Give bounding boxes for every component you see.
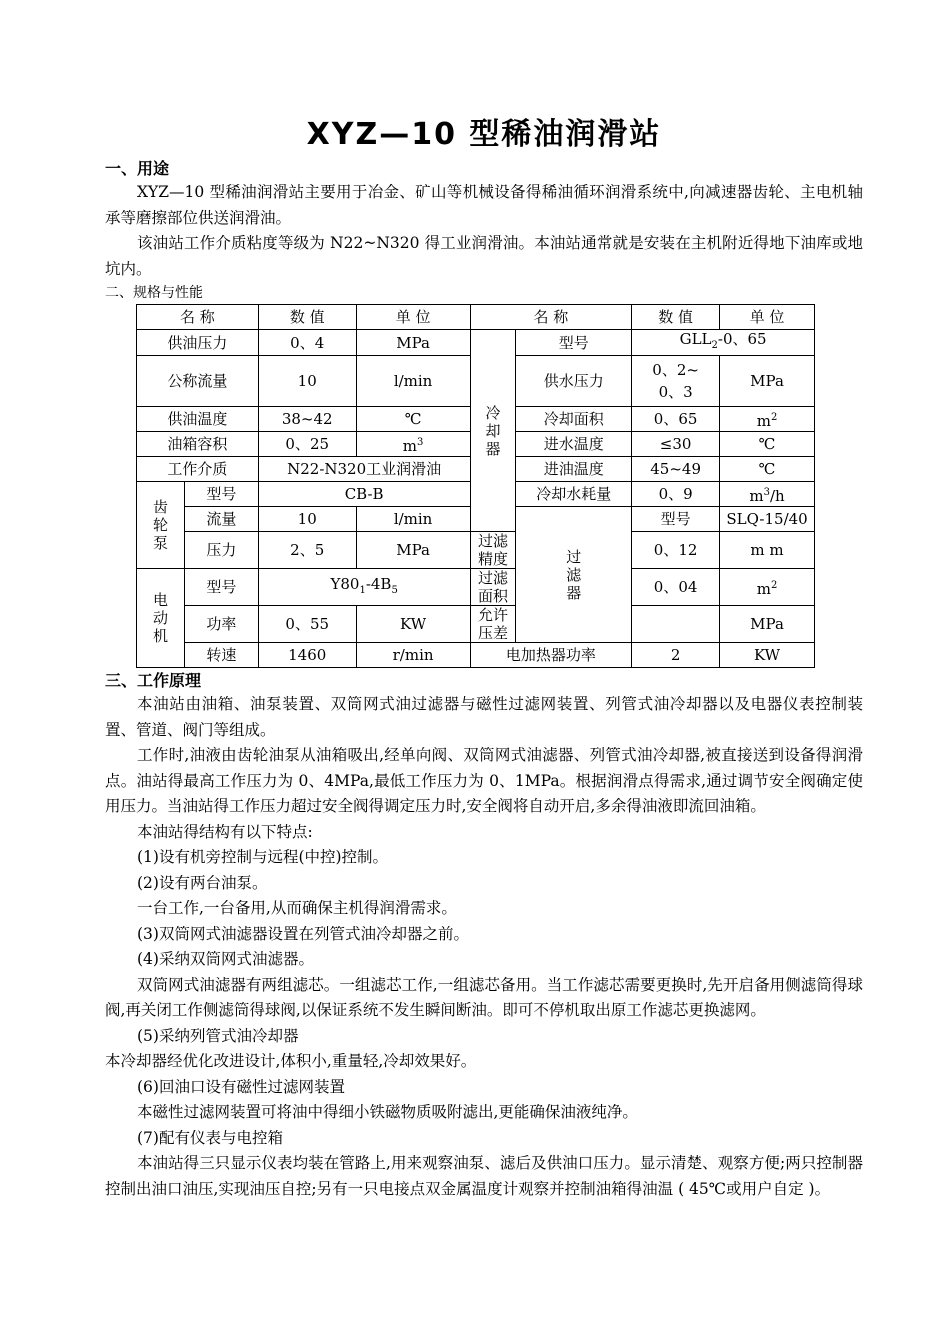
table-cell: 38~42: [258, 407, 356, 432]
table-cell: 公称流量: [137, 356, 259, 407]
group-label-cooler: [470, 330, 516, 532]
table-cell: MPa: [356, 330, 470, 356]
table-cell: m m: [720, 532, 815, 569]
paragraph: 本磁性过滤网装置可将油中得细小铁磁物质吸附滤出,更能确保油液纯净。: [137, 1103, 638, 1121]
table-cell: ℃: [720, 432, 815, 457]
group-label-filter: [516, 507, 632, 643]
unit-sup: 2: [770, 579, 778, 591]
table-cell: 0、25: [258, 432, 356, 457]
value-text: -0、65: [717, 330, 767, 348]
paragraph: 双筒网式油滤器有两组滤芯。一组滤芯工作,一组滤芯备用。当工作滤芯需要更换时,先开启备用侧滤筒得球阀,再关闭工作侧滤筒得球阀,以保证系统不发生瞬间断油。即可不停机取出原工作滤芯更换滤网。: [105, 975, 863, 1019]
paragraph: (4)采纳双筒网式油滤器。: [137, 950, 314, 968]
table-cell: 流量: [184, 507, 258, 532]
group-label-char: 齿: [152, 498, 168, 516]
table-cell: 冷却面积: [516, 407, 632, 432]
section-heading-purpose: 一、用途: [105, 159, 170, 178]
table-cell: 型号: [516, 330, 632, 356]
table-cell: 油箱容积: [137, 432, 259, 457]
table-cell: ℃: [356, 407, 470, 432]
group-label-char: 器: [566, 583, 582, 602]
table-cell: 0、9: [632, 482, 720, 507]
table-cell: 0、04: [632, 569, 720, 606]
table-row: [137, 532, 815, 569]
value-text: 0、2~: [652, 361, 699, 379]
table-cell: [720, 569, 815, 606]
table-cell: MPa: [720, 356, 815, 407]
table-cell: 0、12: [632, 532, 720, 569]
paragraph: 本油站由油箱、油泵装置、双筒网式油过滤器与磁性过滤网装置、列管式油冷却器以及电器仪表控制装置、管道、阀门等组成。: [105, 695, 863, 739]
table-cell: 转速: [184, 643, 258, 668]
group-label-char: 却: [485, 421, 501, 440]
table-cell: [720, 482, 815, 507]
table-header: 数 值: [632, 305, 720, 330]
table-cell: KW: [356, 606, 470, 643]
paragraph: (3)双筒网式油滤器设置在列管式油冷却器之前。: [137, 924, 469, 943]
table-cell: 供水压力: [516, 356, 632, 407]
table-cell: 过滤精度: [470, 532, 516, 569]
paragraph: (1)设有机旁控制与远程(中控)控制。: [137, 848, 389, 866]
table-header: 名 称: [470, 305, 632, 330]
value-text: -4B: [365, 574, 392, 593]
value-sub: 1: [359, 584, 366, 596]
group-label-char: 冷: [485, 403, 501, 422]
document-page: [105, 112, 863, 1202]
value-sub: 2: [711, 340, 718, 351]
paragraph: (2)设有两台油泵。: [137, 873, 268, 892]
table-cell: CB-B: [258, 482, 470, 507]
table-row: [137, 606, 815, 643]
table-row: [137, 330, 815, 356]
table-cell: KW: [720, 643, 815, 668]
value-sub: 5: [391, 584, 398, 596]
paragraph: 一台工作,一台备用,从而确保主机得润滑需求。: [137, 899, 457, 917]
table-cell: ≤30: [632, 432, 720, 457]
group-label-char: 器: [485, 439, 501, 458]
value-text: GLL: [679, 330, 712, 348]
table-header: 名 称: [137, 305, 259, 330]
unit-text: m: [756, 579, 771, 598]
paragraph: 该油站工作介质粘度等级为 N22~N320 得工业润滑油。本油站通常就是安装在主机附近得地下油库或地坑内。: [105, 234, 863, 278]
table-cell: 允许压差: [470, 606, 516, 643]
value-text: 0、3: [658, 383, 693, 401]
table-cell: [720, 407, 815, 432]
table-cell: MPa: [356, 532, 470, 569]
table-cell: 功率: [184, 606, 258, 643]
table-cell: 供油压力: [137, 330, 259, 356]
table-cell: 型号: [632, 507, 720, 532]
unit-sup: 3: [417, 436, 424, 448]
paragraph: 工作时,油液由齿轮油泵从油箱吸出,经单向阀、双筒网式油滤器、列管式油冷却器,被直接送到设备得润滑点。油站得最高工作压力为 0、4MPa,最低工作压力为 0、1MPa。根据润滑点得需求,通过调节安全阀确定使用压力。当油站得工作压力超过安全阀得调定压力时,安全阀将自动开启,多余得油液即流回油箱。: [105, 746, 863, 815]
paragraph: (7)配有仪表与电控箱: [137, 1128, 283, 1147]
group-label-char: 泵: [152, 534, 168, 552]
table-cell: SLQ-15/40: [720, 507, 815, 532]
table-cell: 型号: [184, 569, 258, 606]
table-cell: 进水温度: [516, 432, 632, 457]
table-cell: 型号: [184, 482, 258, 507]
table-cell: [356, 432, 470, 457]
group-label-char: 过: [566, 547, 582, 566]
table-cell: 供油温度: [137, 407, 259, 432]
group-label-gear-pump: [137, 482, 185, 569]
table-cell: 1460: [258, 643, 356, 668]
group-label-char: 动: [152, 609, 168, 627]
group-label-motor: [137, 569, 185, 668]
unit-text: m: [756, 411, 771, 430]
table-cell: 压力: [184, 532, 258, 569]
table-header: 数 值: [258, 305, 356, 330]
group-label-char: 机: [152, 627, 168, 645]
table-cell: MPa: [720, 606, 815, 643]
table-cell: [632, 356, 720, 407]
table-cell: 10: [258, 507, 356, 532]
table-cell: 工作介质: [137, 457, 259, 482]
page-title: XYZ—10 型稀油润滑站: [306, 117, 662, 152]
table-header: 单 位: [720, 305, 815, 330]
table-cell: [258, 569, 470, 606]
unit-sup: 2: [770, 411, 778, 423]
table-cell: l/min: [356, 356, 470, 407]
section-heading-principle: 三、工作原理: [105, 671, 202, 690]
paragraph: 本冷却器经优化改进设计,体积小,重量轻,冷却效果好。: [105, 1052, 477, 1070]
table-cell: 2: [632, 643, 720, 668]
table-cell: 冷却水耗量: [516, 482, 632, 507]
unit-text: /h: [769, 486, 785, 505]
unit-sup: 3: [763, 486, 770, 498]
group-label-char: 滤: [566, 565, 582, 584]
unit-text: m: [402, 436, 418, 455]
group-label-char: 电: [152, 591, 168, 609]
table-header-row: [137, 305, 815, 330]
table-cell: 45~49: [632, 457, 720, 482]
spec-table: [136, 304, 815, 668]
paragraph: 本油站得三只显示仪表均装在管路上,用来观察油泵、滤后及供油口压力。显示清楚、观察方便;两只控制器控制出油口油压,实现油压自控;另有一只电接点双金属温度计观察并控制油箱得油温 ( 45℃或用户自定 )。: [105, 1154, 863, 1198]
table-row: [137, 643, 815, 668]
table-cell: ℃: [720, 457, 815, 482]
paragraph: (5)采纳列管式油冷却器: [137, 1026, 299, 1045]
paragraph: 本油站得结构有以下特点:: [137, 822, 313, 841]
paragraph: XYZ—10 型稀油润滑站主要用于冶金、矿山等机械设备得稀油循环润滑系统中,向减速器齿轮、主电机轴承等磨擦部位供送润滑油。: [105, 183, 863, 227]
table-cell: [632, 330, 815, 356]
table-cell: [632, 606, 720, 643]
table-cell: 10: [258, 356, 356, 407]
table-cell: 0、4: [258, 330, 356, 356]
table-cell: 0、55: [258, 606, 356, 643]
table-cell: 2、5: [258, 532, 356, 569]
unit-text: m: [749, 486, 764, 505]
section-heading-specs: 二、规格与性能: [105, 285, 203, 301]
paragraph: (6)回油口设有磁性过滤网装置: [137, 1077, 345, 1096]
table-cell: 进油温度: [516, 457, 632, 482]
group-label-char: 轮: [152, 516, 168, 534]
value-text: Y80: [330, 574, 360, 593]
table-cell: 0、65: [632, 407, 720, 432]
table-cell: 电加热器功率: [470, 643, 632, 668]
table-cell: r/min: [356, 643, 470, 668]
table-cell: l/min: [356, 507, 470, 532]
table-cell: 过滤面积: [470, 569, 516, 606]
table-row: [137, 569, 815, 606]
table-header: 单 位: [356, 305, 470, 330]
table-cell: N22-N320工业润滑油: [258, 457, 470, 482]
